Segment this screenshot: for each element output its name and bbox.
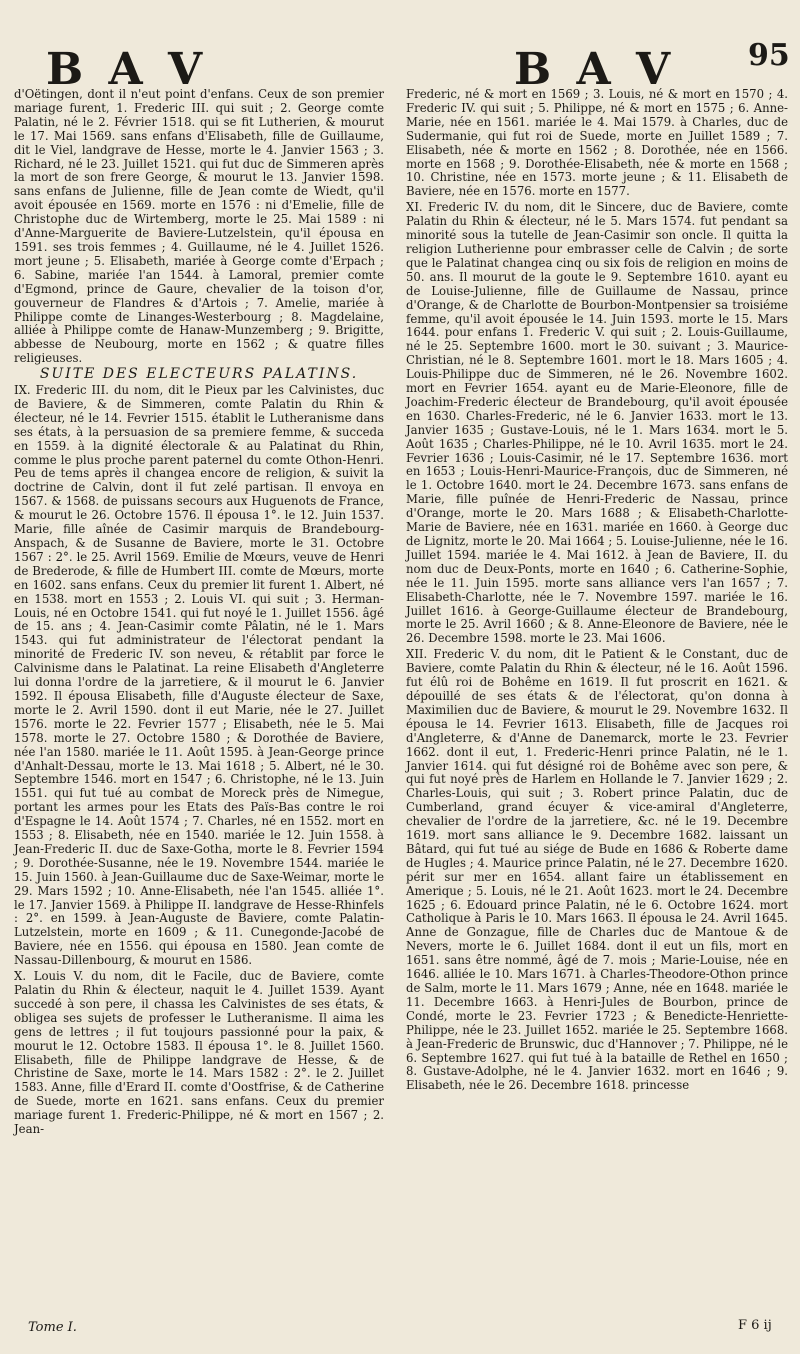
volume-label: Tome I. — [28, 1320, 77, 1335]
right-paragraph: XII. Frederic V. du nom, dit le Patient & le Constant, duc de Baviere, comte Palatin du Rhin & électeur, né le 16. Août 1596. fut élû roi de Bohême en 1619. Il fut proscrit en 1621. & dépouillé de ses états & de l'électorat, qu'on donna à Maximilien duc de Baviere, & mourut le 29. Novembre 1632. Il épousa le 14. Fevrier 1613. Elisabeth, fille de Jacques roi d'Angleterre, & d'Anne de Danemarck, morte le 23. Fevrier 1662. dont il eut, 1. Frederic-Henri prince Palatin, né le 1. Janvier 1614. qui fut désigné roi de Bohême avec son pere, & qui fut noyé près de Harlem en Hollande le 7. Janvier 1629 ; 2. Charles-Louis, qui suit ; 3. Robert prince Palatin, duc de Cumberland, grand écuyer & vice-amiral d'Angleterre, chevalier de l'ordre de la jarretiere, &c. né le 19. Decembre 1619. mort sans alliance le 9. Decembre 1682. laissant un Bâtard, qui fut tué au siége de Bude en 1686 & Roberte dame de Hugles ; 4. Maurice prince Palatin, né le 27. Decembre 1620. périt sur mer en 1654. allant faire un établissement en Amerique ; 5. Louis, né le 21. Août 1623. mort le 24. Decembre 1625 ; 6. Edouard prince Palatin, né le 6. Octobre 1624. mort Catholique à Paris le 10. Mars 1663. Il épousa le 24. Avril 1645. Anne de Gonzague, fille de Charles duc de Mantoue & de Nevers, morte le 6. Juillet 1684. dont il eut un fils, mort en 1651. sans être nommé, âgé de 7. mois ; Marie-Louise, née en 1646. alliée le 10. Mars 1671. à Charles-Theodore-Othon prince de Salm, morte le 11. Mars 1679 ; Anne, née en 1648. mariée le 11. Decembre 1663. à Henri-Jules de Bourbon, prince de Condé, morte le 23. Fevrier 1723 ; & Benedicte-Henriette-Philippe, née le 23. Juillet 1652. mariée le 25. Septembre 1668. à Jean-Frederic de Brunswic, duc d'Hannover ; 7. Philippe, né le 6. Septembre 1627. qui fut tué à la bataille de Rethel en 1650 ; 8. Gustave-Adolphe, né le 4. Janvier 1632. mort en 1646 ; 9. Elisabeth, née le 26. Decembre 1618. princesse — [406, 647, 788, 1093]
right-column — [406, 88, 788, 1095]
running-head-left: B A V — [46, 44, 208, 95]
left-paragraph: X. Louis V. du nom, dit le Facile, duc de Baviere, comte Palatin du Rhin & électeur, naquit le 4. Juillet 1539. Ayant succedé à son pere, il chassa les Calvinistes de ses états, & obligea ses sujets de professer le Lutheranisme. Il aima les gens de lettres ; il fut toujours passionné pour la paix, & mourut le 12. Octobre 1583. Il épousa 1°. le 8. Juillet 1560. Elisabeth, fille de Philippe landgrave de Hesse, & de Christine de Saxe, morte le 14. Mars 1582 : 2°. le 2. Juillet 1583. Anne, fille d'Erard II. comte d'Oostfrise, & de Catherine de Suede, morte en 1621. sans enfans. Ceux du premier mariage furent 1. Frederic-Philippe, né & mort en 1567 ; 2. Jean- — [14, 969, 384, 1137]
left-paragraph: IX. Frederic III. du nom, dit le Pieux par les Calvinistes, duc de Baviere, & de Simmeren, comte Palatin du Rhin & électeur, né le 14. Fevrier 1515. établit le Lutheranisme dans ses états, à la persuasion de sa premiere femme, & succeda en 1559. à la dignité électorale & au Palatinat du Rhin, comme le plus proche parent paternel du comte Othon-Henri. Peu de tems après il changea encore de religion, & suivit la doctrine de Calvin, dont il fut zelé partisan. Il envoya en 1567. & 1568. de puissans secours aux Huguenots de France, & mourut le 26. Octobre 1576. Il épousa 1°. le 12. Juin 1537. Marie, fille aînée de Casimir marquis de Brandebourg-Anspach, & de Susanne de Baviere, morte le 31. Octobre 1567 : 2°. le 25. Avril 1569. Emilie de Mœurs, veuve de Henri de Brederode, & fille de Humbert III. comte de Mœurs, morte en 1602. sans enfans. Ceux du premier lit furent 1. Albert, né en 1538. mort en 1553 ; 2. Louis VI. qui suit ; 3. Herman-Louis, né en Octobre 1541. qui fut noyé le 1. Juillet 1556. âgé de 15. ans ; 4. Jean-Casimir comte Pâlatin, né le 1. Mars 1543. qui fut administrateur de l'électorat pendant la minorité de Frederic IV. son neveu, & rétablit par force le Calvinisme dans le Palatinat. La reine Elisabeth d'Angleterre lui donna l'ordre de la jarretiere, & il mourut le 6. Janvier 1592. Il épousa Elisabeth, fille d'Auguste électeur de Saxe, morte le 2. Avril 1590. dont il eut Marie, née le 27. Juillet 1576. morte le 22. Fevrier 1577 ; Elisabeth, née le 5. Mai 1578. morte le 27. Octobre 1580 ; & Dorothée de Baviere, née l'an 1580. mariée le 11. Août 1595. à Jean-George prince d'Anhalt-Dessau, morte le 13. Mai 1618 ; 5. Albert, né le 30. Septembre 1546. mort en 1547 ; 6. Christophe, né le 13. Juin 1551. qui fut tué au combat de Moreck près de Nimegue, portant les armes pour les Etats des Païs-Bas contre le roi d'Espagne le 14. Août 1574 ; 7. Charles, né en 1552. mort en 1553 ; 8. Elisabeth, née en 1540. mariée le 12. Juin 1558. à Jean-Frederic II. duc de Saxe-Gotha, morte le 8. Fevrier 1594 ; 9. Dorothée-Susanne, née le 19. Novembre 1544. mariée le 15. Juin 1560. à Jean-Guillaume duc de Saxe-Weimar, morte le 29. Mars 1592 ; 10. Anne-Elisabeth, née l'an 1545. alliée 1°. le 17. Janvier 1569. à Philippe II. landgrave de Hesse-Rhinfels : 2°. en 1599. à Jean-Auguste de Baviere, comte Palatin-Lutzelstein, morte en 1609 ; & 11. Cunegonde-Jacobé de Baviere, née en 1556. qui épousa en 1580. Jean comte de Nassau-Dillenbourg, & mourut en 1586. — [14, 383, 384, 968]
signature-mark: F 6 ij — [738, 1318, 772, 1333]
left-paragraph: d'Oëtingen, dont il n'eut point d'enfans. Ceux de son premier mariage furent, 1. Frederic III. qui suit ; 2. George comte Palatin, né le 2. Février 1518. qui se fit Lutherien, & mourut le 17. Mai 1569. sans enfans d'Elisabeth, fille de Guillaume, dit le Viel, landgrave de Hesse, morte le 4. Janvier 1563 ; 3. Richard, né le 23. Juillet 1521. qui fut duc de Simmeren après la mort de son frere George, & mourut le 13. Janvier 1598. sans enfans de Julienne, fille de Jean comte de Wiedt, qu'il avoit épousée en 1569. morte en 1576 : ni d'Emelie, fille de Christophe duc de Wirtemberg, morte le 25. Mai 1589 : ni d'Anne-Marguerite de Baviere-Lutzelstein, qu'il épousa en 1591. ses trois femmes ; 4. Guillaume, né le 4. Juillet 1526. mort jeune ; 5. Elisabeth, mariée à George comte d'Erpach ; 6. Sabine, mariée l'an 1544. à Lamoral, premier comte d'Egmond, prince de Gaure, chevalier de la toison d'or, gouverneur de Flandres & d'Artois ; 7. Amelie, mariée à Philippe comte de Linanges-Westerbourg ; 8. Magdelaine, alliée à Philippe comte de Hanaw-Munzemberg ; 9. Brigitte, abbesse de Neubourg, morte en 1562 ; & quatre filles religieuses. — [14, 87, 384, 366]
right-paragraph: Frederic, né & mort en 1569 ; 3. Louis, né & mort en 1570 ; 4. Frederic IV. qui suit ; 5. Philippe, né & mort en 1575 ; 6. Anne-Marie, née en 1561. mariée le 4. Mai 1579. à Charles, duc de Sudermanie, qui fut roi de Suede, morte en Juillet 1589 ; 7. Elisabeth, née & morte en 1562 ; 8. Dorothée, née en 1566. morte en 1568 ; 9. Dorothée-Elisabeth, née & morte en 1568 ; 10. Christine, née en 1573. morte jeune ; & 11. Elisabeth de Baviere, née en 1576. morte en 1577. — [406, 87, 788, 199]
left-column — [14, 88, 384, 1139]
right-paragraph: XI. Frederic IV. du nom, dit le Sincere, duc de Baviere, comte Palatin du Rhin & électeur, né le 5. Mars 1574. fut pendant sa minorité sous la tutelle de Jean-Casimir son oncle. Il quitta la religion Lutherienne pour embrasser celle de Calvin ; de sorte que le Palatinat changea cinq ou six fois de religion en moins de 50. ans. Il mourut de la goute le 9. Septembre 1610. ayant eu de Louise-Julienne, fille de Guillaume de Nassau, prince d'Orange, & de Charlotte de Bourbon-Montpensier sa troisiéme femme, qu'il avoit épousée le 14. Juin 1593. morte le 15. Mars 1644. pour enfans 1. Frederic V. qui suit ; 2. Louis-Guillaume, né le 25. Septembre 1600. mort le 30. suivant ; 3. Maurice-Christian, né le 8. Septembre 1601. mort le 18. Mars 1605 ; 4. Louis-Philippe duc de Simmeren, né le 26. Novembre 1602. mort en Fevrier 1654. ayant eu de Marie-Eleonore, fille de Joachim-Frederic électeur de Brandebourg, qu'il avoit épousée en 1630. Charles-Frederic, né le 6. Janvier 1633. mort le 13. Janvier 1635 ; Gustave-Louis, né le 1. Mars 1634. mort le 5. Août 1635 ; Charles-Philippe, né le 10. Avril 1635. mort le 24. Fevrier 1636 ; Louis-Casimir, né le 17. Septembre 1636. mort en 1653 ; Louis-Henri-Maurice-François, duc de Simmeren, né le 1. Octobre 1640. mort le 24. Decembre 1673. sans enfans de Marie, fille puînée de Henri-Frederic de Nassau, prince d'Orange, morte le 20. Mars 1688 ; & Elisabeth-Charlotte-Marie de Baviere, née en 1631. mariée en 1660. à George duc de Lignitz, morte le 20. Mai 1664 ; 5. Louise-Julienne, née le 16. Juillet 1594. mariée le 4. Mai 1612. à Jean de Baviere, II. du nom duc de Deux-Ponts, morte en 1640 ; 6. Catherine-Sophie, née le 11. Juin 1595. morte sans alliance vers l'an 1657 ; 7. Elisabeth-Charlotte, née le 7. Novembre 1597. mariée le 16. Juillet 1616. à George-Guillaume électeur de Brandebourg, morte le 25. Avril 1660 ; & 8. Anne-Eleonore de Baviere, née le 26. Decembre 1598. morte le 23. Mai 1606. — [406, 200, 788, 646]
page-number: 95 — [748, 38, 790, 73]
section-title: SUITE DES ELECTEURS PALATINS. — [39, 366, 359, 383]
running-head-right: B A V — [514, 44, 676, 95]
